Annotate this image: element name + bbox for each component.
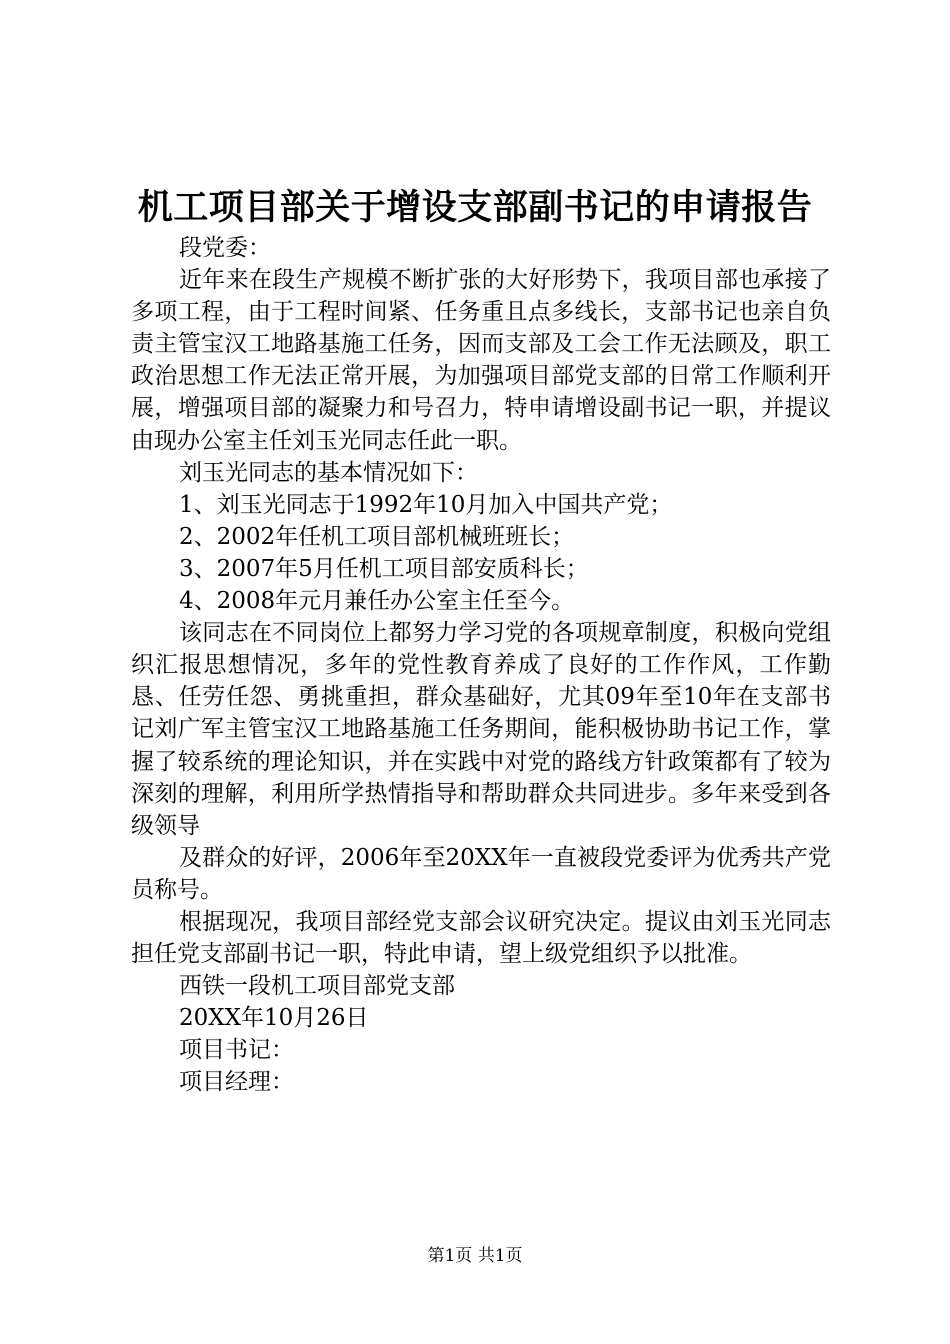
- paragraph-intro: 近年来在段生产规模不断扩张的大好形势下，我项目部也承接了多项工程，由于工程时间紧、任务重且点多线长，支部书记也亲自负责主管宝汉工地路基施工任务，因而支部及工会工作无法顾及，职工政治思想工作无法正常开展，为加强项目部党支部的日常工作顺利开展，增强项目部的凝聚力和号召力，特申请增设副书记一职，并提议由现办公室主任刘玉光同志任此一职。: [131, 267, 831, 454]
- signature-organization: 西铁一段机工项目部党支部: [179, 973, 455, 1000]
- salutation: 段党委：: [179, 235, 271, 261]
- paragraph-request: 根据现况，我项目部经党支部会议研究决定。提议由刘玉光同志担任党支部副书记一职，特此申请，望上级党组织予以批准。: [131, 908, 831, 968]
- signature-secretary: 项目书记：: [179, 1037, 294, 1064]
- document-body: [131, 232, 831, 1099]
- paragraph-evaluation: 该同志在不同岗位上都努力学习党的各项规章制度，积极向党组织汇报思想情况，多年的党性教育养成了良好的工作作风，工作勤恳、任劳任怨、勇挑重担，群众基础好，尤其09年至10年在支部书记刘广军主管宝汉工地路基施工任务期间，能积极协助书记工作，掌握了较系统的理论知识，并在实践中对党的路线方针政策都有了较为深刻的理解，利用所学热情指导和帮助群众共同进步。多年来受到各级领导: [131, 620, 831, 839]
- signature-date: 20XX年10月26日: [179, 1005, 369, 1032]
- list-item: 1、刘玉光同志于1992年10月加入中国共产党；: [179, 491, 673, 518]
- paragraph-basic-info-heading: 刘玉光同志的基本情况如下：: [179, 459, 478, 486]
- list-item: 4、2008年元月兼任办公室主任至今。: [179, 588, 575, 615]
- document-title: 机工项目部关于增设支部副书记的申请报告: [137, 187, 813, 228]
- signature-manager: 项目经理：: [179, 1069, 294, 1096]
- page-footer: 第1页 共1页: [427, 1246, 523, 1266]
- paragraph-honors: 及群众的好评，2006年至20XX年一直被段党委评为优秀共产党员称号。: [131, 844, 831, 903]
- list-item: 3、2007年5月任机工项目部安质科长；: [179, 555, 589, 582]
- list-item: 2、2002年任机工项目部机械班班长；: [179, 523, 575, 550]
